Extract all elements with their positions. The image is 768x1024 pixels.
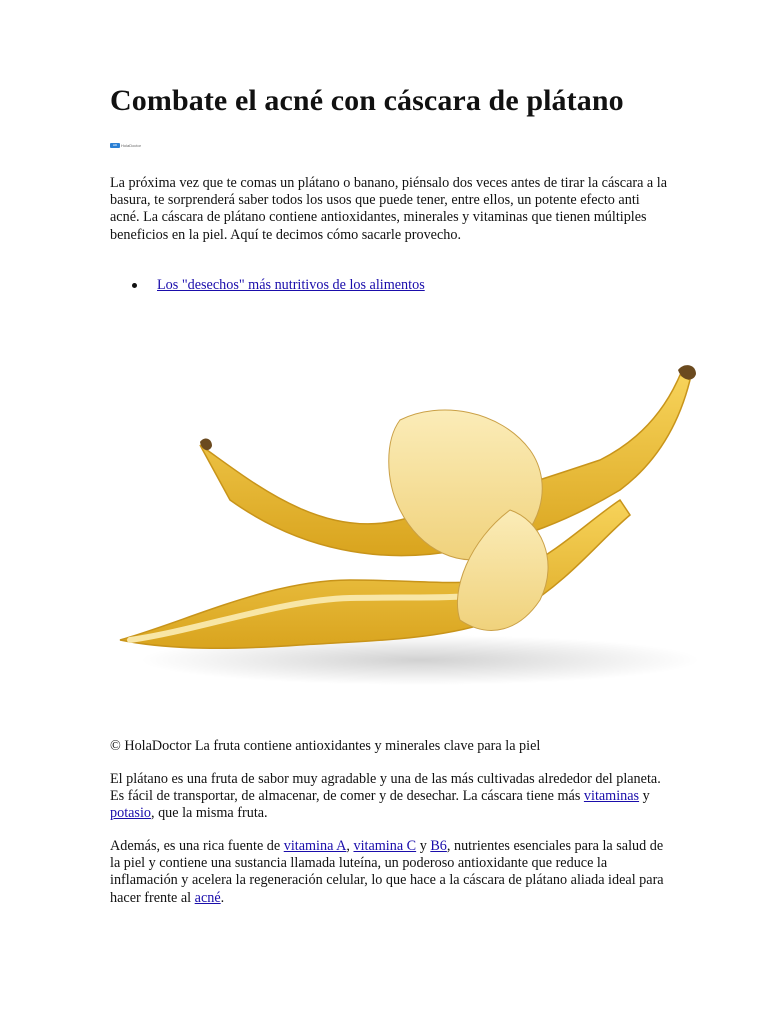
vitamina-a-link[interactable]: vitamina A <box>283 838 347 854</box>
body-paragraph-2 <box>110 838 670 907</box>
p3-text-after: . <box>220 889 225 906</box>
article-title: Combate el acné con cáscara de plátano <box>110 84 624 117</box>
source-logo[interactable] <box>110 143 141 148</box>
p3-sep-1: , <box>346 838 354 854</box>
b6-link[interactable]: B6 <box>430 838 447 854</box>
related-article-link[interactable]: Los "desechos" más nutritivos de los alimentos <box>157 277 425 293</box>
p3-sep-2: y <box>416 838 431 854</box>
intro-paragraph: La próxima vez que te comas un plátano o banano, piénsalo dos veces antes de tirar la cáscara a la basura, te sorprenderá saber todos los usos que puede tener, entre ellos, un potente efecto anti acné. La cáscara de plátano contiene antioxidantes, minerales y vitaminas que tienen múltiples beneficios en la piel. Aquí te decimos cómo sacarle provecho. <box>110 175 668 243</box>
banana-peel-image <box>100 340 710 700</box>
p2-text-before: El plátano es una fruta de sabor muy agradable y una de las más cultivadas alrededor del planeta. Es fácil de transportar, de almacenar, de comer y de desechar. La cáscara tiene más <box>110 771 661 805</box>
vitaminas-link[interactable]: vitaminas <box>583 788 640 805</box>
p2-text-between: y <box>639 788 650 805</box>
image-caption: © HolaDoctor La fruta contiene antioxidantes y minerales clave para la piel <box>110 738 541 754</box>
body-paragraph-1 <box>110 771 670 823</box>
p3-text-middle: , nutrientes esenciales para la salud de la piel y contiene una sustancia llamada luteína, un poderoso antioxidante que reduce la inflamación y acelera la regeneración celular, lo que hace a la cáscara de plátano aliada ideal para hacer frente al <box>110 838 664 906</box>
source-logo-text: HolaDoctor <box>121 143 142 148</box>
related-links-list <box>110 277 425 294</box>
acne-link[interactable]: acné <box>194 889 221 906</box>
list-item <box>110 277 425 294</box>
vitamina-c-link[interactable]: vitamina C <box>353 838 417 854</box>
bullet-icon <box>132 283 137 288</box>
p3-text-before: Además, es una rica fuente de <box>110 838 284 854</box>
potasio-link[interactable]: potasio <box>110 805 151 822</box>
holadoctor-logo-mark: HD <box>110 143 120 148</box>
p2-text-after: , que la misma fruta. <box>150 805 268 822</box>
